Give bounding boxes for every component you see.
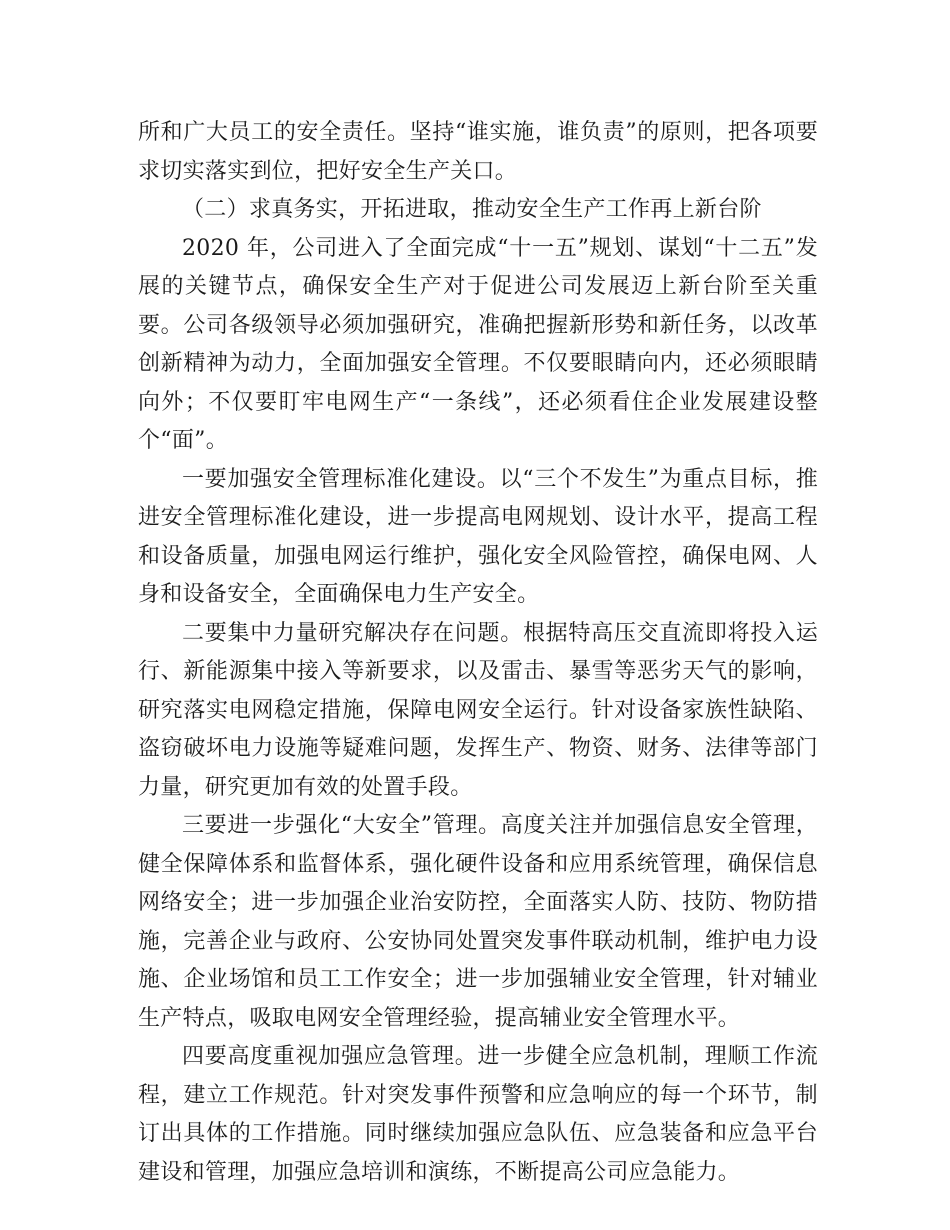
paragraph-item-4: 四要高度重视加强应急管理。进一步健全应急机制，理顺工作流程，建立工作规范。针对突发事件预警和应急响应的每一个环节，制订出具体的工作措施。同时继续加强应急队伍、应急装备和应急平台建设和管理，加强应急培训和演练，不断提高公司应急能力。 bbox=[138, 1044, 818, 1185]
document-body bbox=[138, 114, 818, 1192]
paragraph-item-2: 二要集中力量研究解决存在问题。根据特高压交直流即将投入运行、新能源集中接入等新要求，以及雷击、暴雪等恶劣天气的影响，研究落实电网稳定措施，保障电网安全运行。针对设备家族性缺陷、盗窃破坏电力设施等疑难问题，发挥生产、物资、财务、法律等部门力量，研究更加有效的处置手段。 bbox=[138, 620, 818, 800]
paragraph-intro: 2020 年，公司进入了全面完成“十一五”规划、谋划“十二五”发展的关键节点，确保安全生产对于促进公司发展迈上新台阶至关重要。公司各级领导必须加强研究，准确把握新形势和新任务，以改革创新精神为动力，全面加强安全管理。不仅要眼睛向内，还必须眼睛向外；不仅要盯牢电网生产“一条线”，还必须看住企业发展建设整个“面”。 bbox=[138, 235, 818, 453]
paragraph-item-3: 三要进一步强化“大安全”管理。高度关注并加强信息安全管理，健全保障体系和监督体系，强化硬件设备和应用系统管理，确保信息网络安全；进一步加强企业治安防控，全面落实人防、技防、物防措施，完善企业与政府、公安协同处置突发事件联动机制，维护电力设施、企业场馆和员工工作安全；进一步加强辅业安全管理，针对辅业生产特点，吸取电网安全管理经验，提高辅业安全管理水平。 bbox=[138, 813, 818, 1031]
paragraph-item-1: 一要加强安全管理标准化建设。以“三个不发生”为重点目标，推进安全管理标准化建设，进一步提高电网规划、设计水平，提高工程和设备质量，加强电网运行维护，强化安全风险管控，确保电网、人身和设备安全，全面确保电力生产安全。 bbox=[138, 466, 818, 607]
paragraph-continued: 所和广大员工的安全责任。坚持“谁实施，谁负责”的原则，把各项要求切实落实到位，把好安全生产关口。 bbox=[138, 120, 818, 184]
section-heading: （二）求真务实，开拓进取，推动安全生产工作再上新台阶 bbox=[182, 197, 762, 222]
